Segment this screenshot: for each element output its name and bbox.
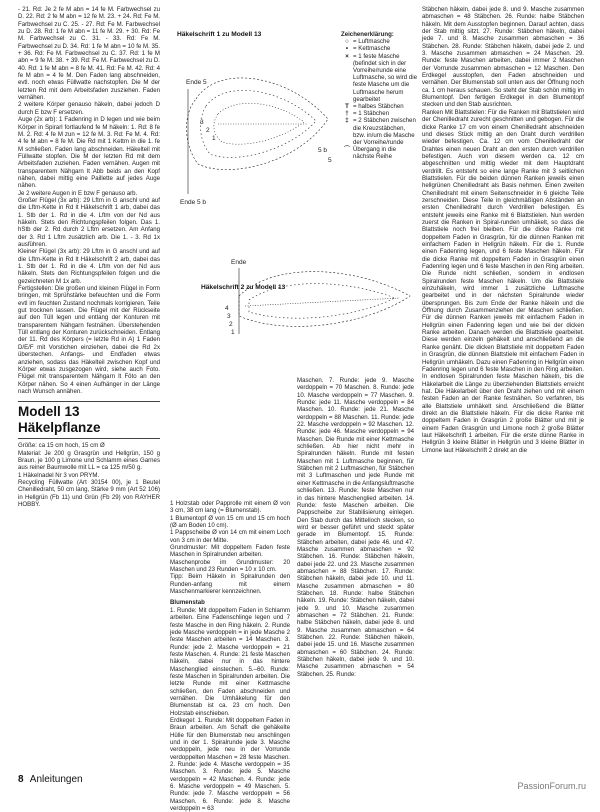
section-name: Anleitungen [29, 774, 83, 785]
body-paragraph: Tipp: Beim Häkeln in Spiralrunden den Runden-anfang mit einem Maschenmarkierer kennzeichnen. [170, 573, 290, 596]
body-paragraph: Großer Flügel (3x arb): 29 Lftm in G anschl und auf die Lftm-Kette in Rd lt Häkelschrift 1 arb, dabei das 1. Stb der 1. Rd in die 4. Lftm von der Nd aus häkeln. Stets den Richtungspfeilen folgen. Das 1. hStb der 2. Rd durch 2 Lftm ersetzen. Am Anfang der 3. Rd 1 Lftm zusätzlich arb. Die 1. - 3. Rd 1x ausführen. [18, 196, 160, 248]
turn-arrow-icon: ⌒ [343, 146, 351, 154]
column-1 [18, 6, 160, 774]
half-double-crochet-icon: T [345, 103, 349, 111]
body-paragraph: 1 Pappscheibe Ø von 14 cm mit einem Loch von 3 cm in der Mitte. [170, 529, 290, 544]
diagram-2-title: Häkelschrift 2 zu Modell 13 [201, 284, 286, 291]
legend-item: † = 1 Stäbchen [341, 110, 419, 117]
body-paragraph: Je 2 weitere Augen in E bzw F genauso arb. [18, 189, 138, 197]
legend-item: • = Kettmasche [341, 45, 419, 52]
column-2 [170, 500, 290, 812]
diagram-1-row-label: 3 [200, 119, 204, 126]
legend-item: × = 1 feste Masche (befindet sich in der Vorreihe/runde eine Luftmasche, so wird die feste Masche um die Luftmasche herum gearbeitet [341, 53, 419, 103]
single-crochet-icon: × [345, 52, 349, 60]
body-paragraph: Fertigstellen: Die großen und kleinen Flügel in Form bringen, mit Sprühstärke befeuchten und die Form evtl im feuchten Zustand nochmals korrigieren. Teile gut trocknen lassen. Die Flügel mit der Rückseite auf den Tüll legen und entlang der Konturen mit transparentem Nähgarn festnähen. Überstehenden Tüll entlang der Konturen zurückschneiden. Entlang der 11. Rd des Körpers (= letzte Rd in A) 1 Faden D/E/F mit Vorstichen einziehen, dabei die Rd 2x überstechen. Anfangs- und Endfaden etwas anziehen, sodass das Häkelteil zwischen Kopf und Körper etwas zusgezogen wird, siehe auch Foto. Flügel mit transparentem Nähgarn lt Föto an den Körper nähen. So 4 einen Aufhänger in der Länge nach Wunsch annähen. [18, 285, 160, 395]
body-paragraph: Erdkegel: 1. Runde: Mit doppeltem Faden in Braun arbeiten. Am Schaft die gehäkelte Hülle für den Blumenstab neu anschlingen und in der 1. Spiralrunde jede 3. Masche verdoppeln, jede neu in der Vorrunde verdoppelten Maschen = 28 feste Maschen. 2. Runde: jede 4. Masche verdoppeln = 35 Maschen. 3. Runde: jede 5. Masche verdoppeln = 42 Maschen. 4. Runde: jede 6. Masche verdoppeln = 49 Maschen. 5. Runde: jede 7. Masche verdoppeln = 56 Maschen. 6. Runde: jede 8. Masche verdoppeln = 63 [170, 716, 290, 812]
page-number: 8 [18, 774, 24, 785]
diagram-2-row-label: 1 [231, 329, 235, 336]
spec-paragraph: Recycling Füllwatte (Art 30154 00), je 1 Beutel Chenilledraht, 50 cm lang, Stärke 9 mm (Art 52 106) in Hellgrün (Fb 11) und Grün (Fb 29) von RAYHER HOBBY. [18, 478, 160, 508]
diagram-2-row-label: 4 [225, 305, 229, 312]
body-paragraph: 1. Runde: Mit doppeltem Faden in Schlamm arbeiten. Eine Fadenschlinge legen und 7 feste Masche in den Ring häkeln. 2. Runde jede Masche verdoppeln = in jede Masche 2 feste Maschen arbeiten = 14 Maschen. 3. Runde: jede 2. Masche verdoppeln = 21 feste Maschen. 4. Runde: 21 feste Maschen häkeln, dabei nur in das hintere Maschenglied einstechen. 5.–60. Runde: feste Maschen in Spiralrunden arbeiten. Die letzte Runde mit einer Kettmasche schließen, den Faden abschneiden und vernähen. Die Umhäkelung für den Blumenstab ist ca. 23 cm hoch. Den Holzstab einschieben. [170, 606, 290, 717]
diagram-1-row-label: 2 [206, 127, 210, 134]
model-subtitle: Häkelpflanze [18, 420, 160, 439]
body-paragraph: Kleiner Flügel (3x arb): 29 Lftm in G anschl und auf die Lftm-Kette in Rd lt Häkelschrift 2 arb, dabei das 1. Stb der 1. Rd in die 4. Lftm von der Nd aus häkeln. Stets den Richtungspfeilen folgen und die gezeichneten M 1x arb. [18, 248, 160, 285]
body-paragraph: Maschen. 7. Runde: jede 9. Masche verdoppeln = 70 Maschen. 8. Runde: jede 10. Masche verdoppeln = 77 Maschen. 9. Runde: jede 11. Masche verdoppeln = 84 Maschen. 10. Runde: jede 21. Masche verdoppeln = 88 Maschen. 11. Runde: jede 22. Masche verdoppeln = 92 Maschen. 12. Runde: jede 46. Masche verdoppeln = 94 Maschen. Die Runde mit einer Kettmasche schließen. Ab hier nicht mehr in Spiralrunden häkeln. Runde mit festen Maschen mit 1 Luftmasche beginnen, für Stäbchen mit 2 Luftmaschen, für Stäbchen mit 3 Luftmaschen und jede Runde mit einer Kettmasche in die Anfangsluftmasche schließen. 13. Runde: feste Maschen nur in das hintere Maschenglied arbeiten. 14. Runde: feste Maschen arbeiten. Die Pappscheibe zur Stabilisierung einlegen. Den Stab durch das Mittelloch stecken, so wird er besser geführt und steckt später gerade im Blumentopf. 15. Runde: Stäbchen arbeiten, dabei jede 46. und 47. Masche zusammen abmaschen = 92 Stäbchen. 16. Runde: Stäbchen häkeln, dabei jede 22. und 23. Masche zusammen abmaschen = 88 Stäbchen. 17. Runde: Stäbchen häkeln, dabei jede 10. und 11. Masche zusammen abmaschen = 80 Stäbchen. 18. Runde: halbe Stäbchen häkeln. 19. Runde: Stäbchen häkeln, dabei jede 9. und 10. Masche zusammen abmaschen = 72 Stäbchen. 21. Runde: halbe Stäbchen häkeln, dabei jede 8. und 9. Masche zusammen abmaschen = 64 Stäbchen. 22. Runde: Stäbchen häkeln, dabei jede 15. und 16. Masche zusammen abmaschen = 60 Stäbchen. 24. Runde: Stäbchen häkeln, dabei jede 9. und 10. Masche zusammen abmaschen = 54 Stäbchen. 25. Runde: [297, 377, 414, 678]
chain-stitch-icon: ○ [345, 38, 349, 46]
diagram-1-title: Häkelschrift 1 zu Modell 13 [177, 31, 262, 38]
spec-paragraph: 1 Häkelnadel Nr 3 von PRYM. [18, 471, 100, 479]
body-paragraph: Auge (2x arb): 1 Fadenring in D legen und wie beim Körper in Spirarl fortlaufend fe M häkeln: 1. Rd: 8 fe M. 2. Rd: 4 fe M zun = 12 fe M. 3. Rd: Fe M. 4. Rd: 4 fe M abn = 8 fe M. Die Rd mit 1 Kettm in die 1. fe M schließen. Faden lang abschneiden. Häkelteil mit Füllwatte stopfen. Die M der letzten Rd mit dem Arbeitsfaden zuziehen. Faden vernähen. Augen mit transparentem Nähgarn lt Abb beids an den Kopf nähen, dabei mittig eine Paillette auf jedes Auge nähen. [18, 116, 160, 190]
symbol-legend [341, 31, 419, 161]
body-paragraph: 2 weitere Körper genauso häkeln, dabei jedoch D durch E bzw F ersetzen. [18, 101, 160, 116]
body-paragraph: - 21. Rd: Je 2 fe M abn = 14 fe M. Farbwechsel zu D. 22. Rd: 2 fe M abn = 12 fe M. 23. + 24. Rd: Fe M. Farbwechsel zu C. 25. - 27. Rd: Fe M. Farbwechsel zu D. 28. Rd: 1 fe M abn = 11 fe M. 29. + 30. Rd: Fe M. Farbwechsel zu C. 31. - 33. Rd: Fe M. Farbwechsel zu D. 34. Rd: 1 fe M abn = 10 fe M. 35. + 36. Rd: Fe M. Farbwechsel zu C. 37. Rd: 1 fe M abn = 9 fe M. 38. + 39. Rd: Fe M. Farbwechsel zu D. 40. Rd: 1 fe M abn = 8 fe M. 41. Rd: Fe M. 42. Rd: 4 fe M abn = 4 fe M. Den Faden lang abschneiden, evtl. noch etwas Füllwatte nachstopfen. Die M der letzten Rd mit dem Arbeitsfaden zusziehen. Faden vernähen. [18, 6, 160, 102]
diagram-1-end-label: Ende 5 [186, 79, 207, 86]
column-4 [422, 6, 584, 774]
legend-item: ‡ = 2 Stäbchen zwischen die Kreuzstäbchen, bzw. in/um die Masche der Vorreihe/runde [341, 117, 419, 146]
body-paragraph: Grundmuster: Mit doppeltem Faden feste Maschen in Spiralrunden arbeiten. [170, 544, 290, 559]
page-footer [18, 776, 83, 783]
watermark: PassionForum.ru [517, 781, 586, 791]
diagram-2-end-label: Ende [231, 259, 247, 266]
cross-double-crochet-icon: ‡ [345, 117, 349, 125]
body-paragraph: 1 Holzstab oder Papprolle mit einem Ø von 3 cm, 38 cm lang (= Blumenstab). [170, 500, 290, 515]
spec-paragraph: Größe: ca 15 cm hoch, 15 cm Ø [18, 442, 105, 450]
diagram-1-row-label: 5 [328, 157, 332, 164]
body-paragraph: Maschenprobe im Grundmuster: 20 Maschen und 23 Runden = 10 x 10 cm. [170, 558, 290, 574]
section-heading: Blumenstab [170, 599, 205, 607]
double-crochet-icon: † [345, 110, 349, 118]
diagram-1-end-label-b: Ende 5 b [180, 199, 207, 206]
diagram-2-row-label: 3 [227, 313, 231, 320]
legend-item: T = halbes Stäbchen [341, 103, 419, 110]
diagram-1-row-label: 1 [212, 135, 216, 142]
legend-title: Zeichenerklärung: [341, 31, 394, 38]
spec-paragraph: Material: Je 200 g Grasgrün und Hellgrün, 150 g Braun, je 100 g Limone und Schlamm eines Garnes aus reiner Baumwolle mit LL = ca 125 m/50 g. [18, 449, 160, 472]
slip-stitch-icon: • [345, 45, 349, 53]
column-3 [297, 377, 414, 775]
body-paragraph: Stäbchen häkeln, dabei jede 8. und 9. Masche zusammen abmaschen = 48 Stäbchen. 26. Runde: halbe Stäbchen häkeln. Mit dem Ausstopfen beginnen. Darauf achten, dass der Stab mittig sitzt. 27. Runde: Stäbchen häkeln, dabei jede 7. und 8. Masche zusammen abmaschen = 36 Stäbchen. 28. Runde: Stäbchen häkeln, dabei jede 2. und 3. Masche zusammen abmaschen = 24 Maschen. 29. Runde: feste Maschen arbeiten, dabei immer 2 Maschen der Vorrunde zusammen abmaschen = 12 Maschen. Den Erdkegel ausstopfen, den Faden abschneiden und vernähen. Der Blumenstab soll unten aus der Öffnung noch ca. 1 cm heraus schauen. So steht der Stab schön mittig im Blumentopf. Den fertigen Erdkegel in den Blumentopf stecken und den Stab ausrichten. [422, 6, 584, 109]
legend-item: ⌒ Übergang in die nächste Reihe [341, 146, 419, 160]
body-paragraph: 1 Blumentopf Ø von 15 cm und 15 cm hoch (Ø am Boden 10 cm). [170, 514, 290, 530]
crochet-diagram-2 [225, 256, 415, 346]
diagram-2-row-label: 2 [229, 321, 233, 328]
legend-item: ○ = Luftmasche [341, 38, 419, 45]
diagram-1-row-label: 5 b [318, 147, 328, 154]
body-paragraph: Ranken Mit Blattstielen: Für die Ranken mit Blattstielen wird der Chenilledraht zurecht geschnitten und gebogen. Für die dicke Ranke 17 cm von einem Chenilledraht abschneiden und dieses Stück mittig an den Draht durch verdrillen wieder befestigen. Ca. 12 cm vom Chenilledraht der Drahtes einen neuen Draht an den ersten durch verdrillen befestigen. Auch von diesem werden ca. 12 cm abgeschnitten und mittig wieder mit dem Hauptdraht verdrillt. Es entsteht so eine lange Ranke mit 3 seitlichen Blattstielen. Für die beiden dünnen Ranken jeweils einen hellgrünen Chenilledraht als Basis nehmen. Einen zweiten Chenilledraht mit einem Seitenschneider in 6 gleiche Teile zerschneiden. Diese Teile in gleichmäßigen Abständen an ersten Chenilledraht durch Verdrillen befestigen. Es entsteht jeweils eine Ranke mit 6 Blattstielen. Nun werden zuerst die Ranken in Spiral-runden umhäkelt, so dass die Blattstiele noch frei bleiben. Für die dicke Ranke mit doppeltem Faden in Grasgrün, für die dünnen Ranken mit einfachem Faden in Hellgrün häkeln. Für die 1. Runde einen Fadenring legen, und 6 feste Maschen häkeln. Für die dicke Ranke mit doppeltem Faden in Grasgrün einen Fadenring legen und 6 feste Maschen in den Ring arbeiten. Die Runde nicht schließen, sondern in endlosen Spiralrunden feste Maschen häkeln. Um die Blattstiele einzuhäkeln, wird immer 1 zusätzliche Luftmasche gearbeitet und in der nächsten Spiralrunde wieder übersprungen. Bis zum Ende der Ranke häkeln und die Öffnung durch Zusammenziehen der Maschen schließen. Für die dünnen Ranken jeweils mit einfachem Faden in Hellgrün einen Fadenring legen und wie bei der dicken Ranke arbeiten. Danach werden die Blattstiele gearbeitet. Diese werden einzeln gehäkelt und anschließend an die Ranke genäht. Die dicken Blattstiele mit doppeltem Faden in Grasgrün, die dünnen Blattstiele mit einfachem Faden in Hellgrün umhäkeln. Dazu einen Fadenring in Hellgrün einen Fadenring legen und 6 feste Maschen in den Ring arbeiten. In endlosen Spiralrunden feste Maschen häkeln, bis die Häkelarbeit die Länge zu überziehenden Blattstiels erreicht hat. Die Häkelarbeit über den Draht ziehen und mit einem festen Faden an der Ranke festnähen. So verfahren, bis alle Blattstiele umhäkelt sind. Anschließend die Blätter direkt an die Blattstiele häkeln. Für die dicke Ranke mit doppeltem Faden in Grasgrün 2 große Blätter und mit je einem Faden Grasgrün und Limone noch 2 große Blätter laut Häkelschrift 1 arbeiten. Für die erste dünne Ranke in Hellgrün 3 kleine Blätter in Hellgrün und 3 kleine Blätter in Limone laut Häkelschrift 2 direkt an die [422, 108, 584, 454]
crochet-diagram-1 [178, 44, 338, 206]
model-title: Modell 13 [18, 401, 160, 420]
